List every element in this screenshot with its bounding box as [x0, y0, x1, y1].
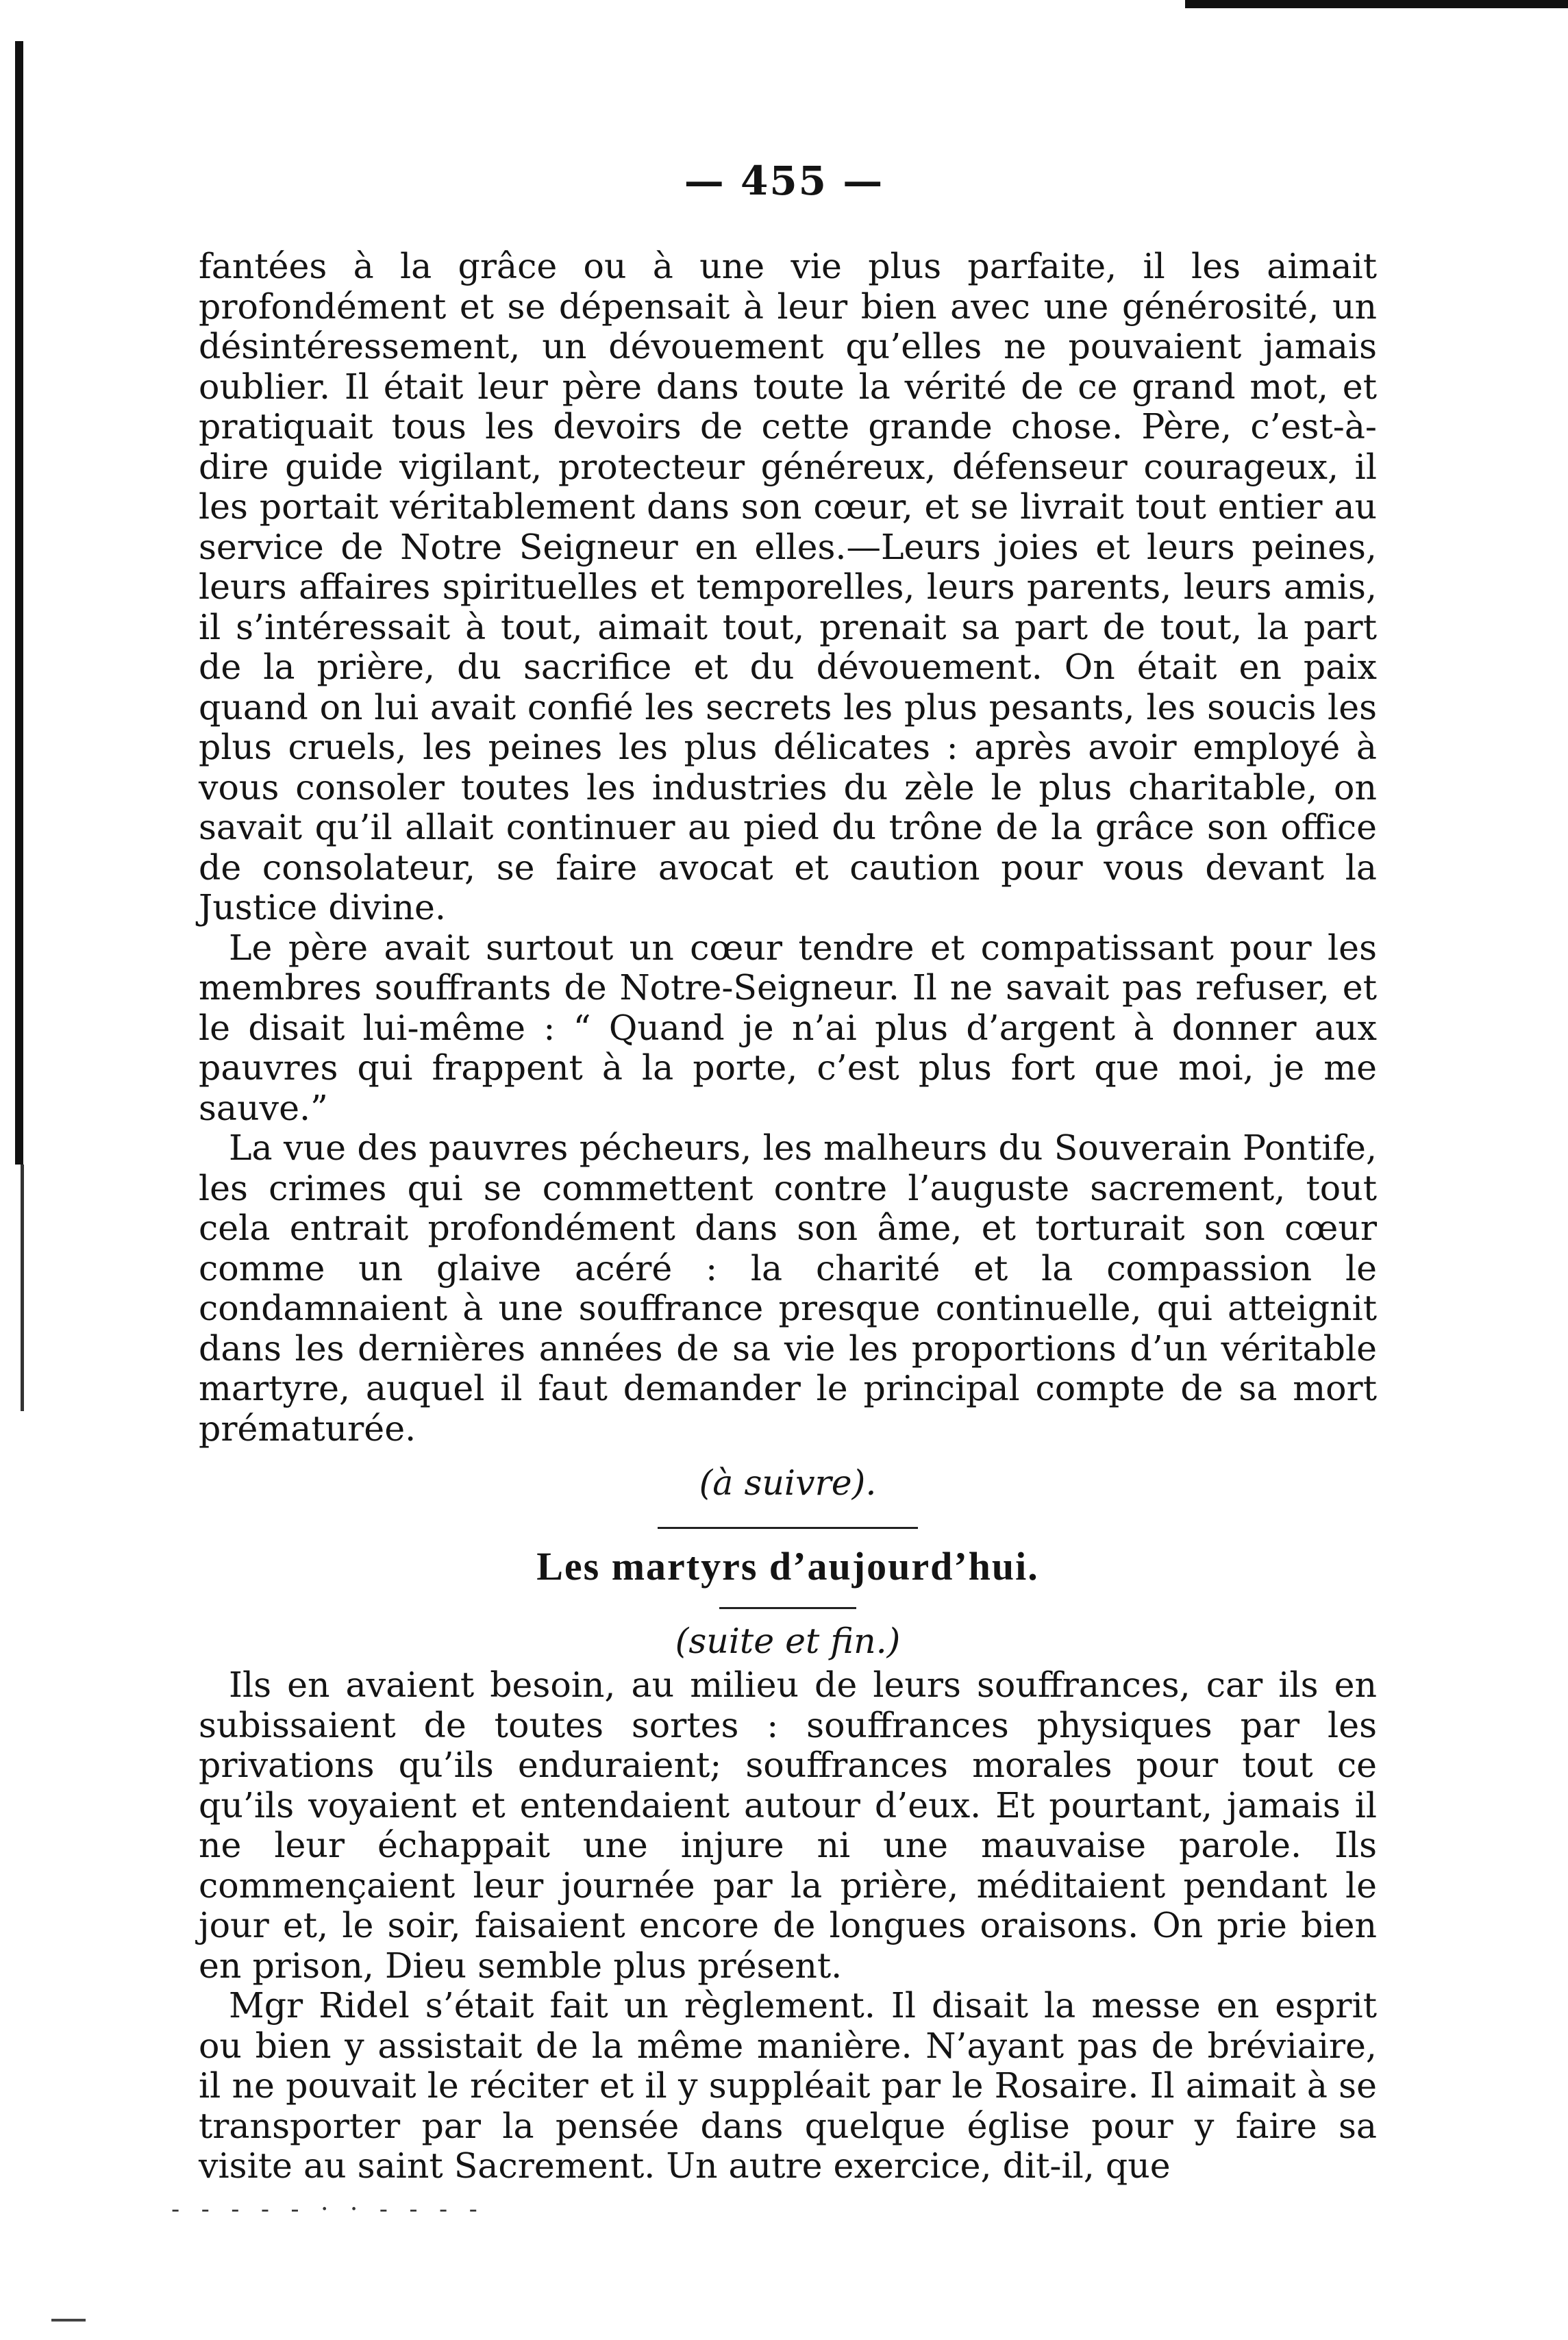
suite-row	[199, 1617, 1377, 1665]
paragraph: Le père avait surtout un cœur tendre et compatissant pour les membres souffrants de Notre-Seigneur. Il ne savait pas refuser, et le disait lui-même : “ Quand je n’ai plus d’argent à donner aux pauvres qui frappent à la porte, c’est plus fort que moi, je me sauve.”	[199, 927, 1377, 1128]
scan-binding-edge-lower	[21, 1165, 24, 1411]
paragraph: fantées à la grâce ou à une vie plus parfaite, il les aimait profondément et se dépensait à leur bien avec une générosité, un désintéressement, un dévouement qu’elles ne pouvaient jamais oublier. Il était leur père dans toute la vérité de ce grand mot, et pratiquait tous les devoirs de cette grande chose. Père, c’est-à-dire guide vigilant, protecteur généreux, défenseur courageux, il les portait véritablement dans son cœur, et se livrait tout entier au service de Notre Seigneur en elles.—Leurs joies et leurs peines, leurs affaires spirituelles et temporelles, leurs parents, leurs amis, il s’intéressait à tout, aimait tout, prenait sa part de tout, la part de la prière, du sacrifice et du dévouement. On était en paix quand on lui avait confié les secrets les plus pesants, les soucis les plus cruels, les peines les plus délicates : après avoir employé à vous consoler toutes les industries du zèle le plus charitable, on savait qu’il allait continuer au pied du trône de la grâce son office de consolateur, se faire avocat et caution pour vous devant la Justice divine.	[199, 246, 1377, 928]
body-text	[199, 247, 1377, 2187]
a-suivre-note: (à suivre).	[699, 1462, 877, 1503]
scan-top-edge	[1185, 0, 1568, 8]
footer-print-marks: - - - - - · · - - - -	[171, 2195, 484, 2224]
section-title: Les martyrs d’aujourd’hui.	[536, 1544, 1039, 1589]
suite-et-fin-note: (suite et fin.)	[675, 1620, 901, 1661]
paragraph: Mgr Ridel s’était fait un règlement. Il disait la messe en esprit ou bien y assistait de la même manière. N’ayant pas de bréviaire, il ne pouvait le réciter et il y suppléait par le Rosaire. Il aimait à se transporter par la pensée dans quelque église pour y faire sa visite au saint Sacrement. Un autre exercice, dit-il, que	[199, 1985, 1377, 2186]
paragraph: Ils en avaient besoin, au milieu de leurs souffrances, car ils en subissaient de toutes sortes : souffrances physiques par les privations qu’ils enduraient; souffrances morales pour tout ce qu’ils voyaient et entendaient autour d’eux. Et pourtant, jamais il ne leur échappait une injure ni une mauvaise parole. Ils commençaient leur journée par la prière, méditaient pendant le jour et, le soir, faisaient encore de longues oraisons. On prie bien en prison, Dieu semble plus présent.	[199, 1665, 1377, 1986]
title-underline	[719, 1607, 856, 1609]
scan-corner-mark	[51, 2319, 86, 2322]
page-number: — 455 —	[684, 158, 884, 204]
section-divider	[658, 1527, 918, 1529]
paragraph: La vue des pauvres pécheurs, les malheurs du Souverain Pontife, les crimes qui se commettent contre l’auguste sacrement, tout cela entrait profondément dans son âme, et torturait son cœur comme un glaive acéré : la charité et la compassion le condamnaient à une souffrance presque continuelle, qui atteignit dans les dernières années de sa vie les proportions d’un véritable martyre, auquel il faut demander le principal compte de sa mort prématurée.	[199, 1128, 1377, 1449]
scan-binding-edge	[15, 41, 23, 1165]
a-suivre-row	[199, 1449, 1377, 1517]
